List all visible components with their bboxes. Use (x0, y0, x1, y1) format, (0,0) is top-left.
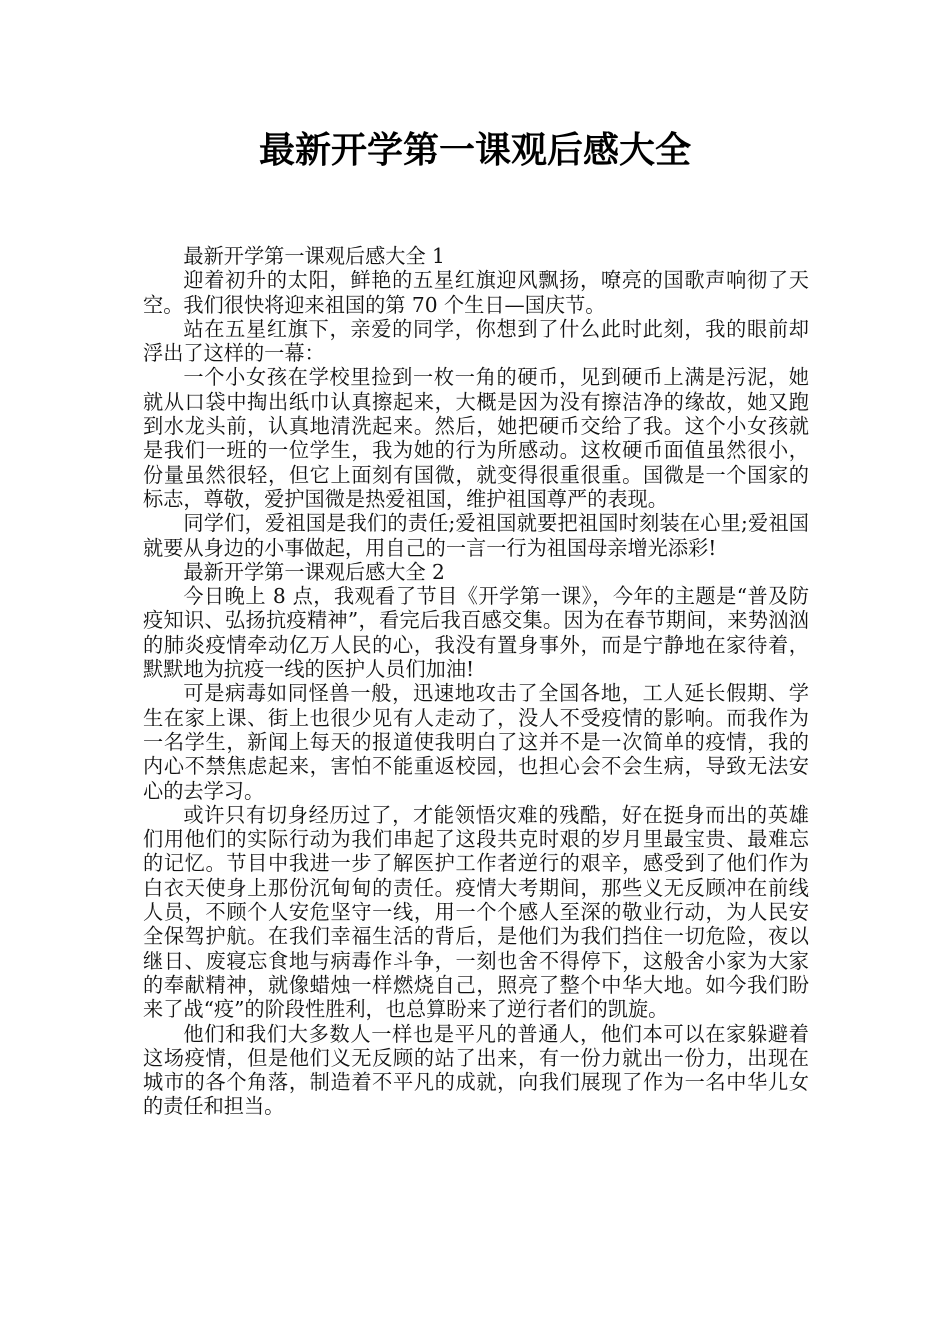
document-title: 最新开学第一课观后感大全 (258, 130, 691, 171)
paragraph: 或许只有切身经历过了，才能领悟灾难的残酷，好在挺身而出的英雄们用他们的实际行动为我们串起了这段共克时艰的岁月里最宝贵、最难忘的记忆。节目中我进一步了解医护工作者逆行的艰辛，感受到了他们作为白衣天使身上那份沉甸甸的责任。疫情大考期间，那些义无反顾冲在前线人员，不顾个人安危坚守一线，用一个个感人至深的敬业行动，为人民安全保驾护航。在我们幸福生活的背后，是他们为我们挡住一切危险，夜以继日、废寝忘食地与病毒作斗争，一刻也舍不得停下，这般舍小家为大家的奉献精神，就像蜡烛一样燃烧自己，照亮了整个中华大地。如今我们盼来了战“疫”的阶段性胜利，也总算盼来了逆行者们的凯旋。 (143, 802, 809, 1022)
paragraph: 他们和我们大多数人一样也是平凡的普通人，他们本可以在家躲避着这场疫情，但是他们义无反顾的站了出来，有一份力就出一份力，出现在城市的各个角落，制造着不平凡的成就，向我们展现了作为一名中华儿女的责任和担当。 (143, 1021, 809, 1119)
paragraph: 可是病毒如同怪兽一般，迅速地攻击了全国各地，工人延长假期、学生在家上课、街上也很少见有人走动了，没人不受疫情的影响。而我作为一名学生，新闻上每天的报道使我明白了这并不是一次简单的疫情，我的内心不禁焦虑起来，害怕不能重返校园，也担心会不会生病，导致无法安心的去学习。 (143, 681, 809, 803)
paragraph: 站在五星红旗下，亲爱的同学，你想到了什么此时此刻，我的眼前却浮出了这样的一幕： (143, 316, 809, 366)
paragraph: 迎着初升的太阳，鲜艳的五星红旗迎风飘扬，嘹亮的国歌声响彻了天空。我们很快将迎来祖国的第 70 个生日—国庆节。 (143, 268, 809, 317)
paragraph: 同学们，爱祖国是我们的责任;爱祖国就要把祖国时刻装在心里;爱祖国就要从身边的小事做起，用自己的一言一行为祖国母亲增光添彩! (143, 511, 809, 560)
paragraph: 今日晚上 8 点，我观看了节目《开学第一课》，今年的主题是“普及防疫知识、弘扬抗疫精神”，看完后我百感交集。因为在春节期间，来势汹汹的肺炎疫情牵动亿万人民的心，我没有置身事外，而是宁静地在家待着，默默地为抗疫一线的医护人员们加油! (143, 584, 809, 682)
paragraph: 一个小女孩在学校里捡到一枚一角的硬币，见到硬币上满是污泥，她就从口袋中掏出纸巾认真擦起来，大概是因为没有擦洁净的缘故，她又跑到水龙头前，认真地清洗起来。然后，她把硬币交给了我。这个小女孩就是我们一班的一位学生，我为她的行为所感动。这枚硬币面值虽然很小，份量虽然很轻，但它上面刻有国微，就变得很重很重。国微是一个国家的标志，尊敬，爱护国微是热爱祖国，维护祖国尊严的表现。 (143, 365, 809, 511)
section-heading-2: 最新开学第一课观后感大全 2 (183, 559, 445, 584)
section-heading-1: 最新开学第一课观后感大全 1 (183, 244, 445, 268)
document-body (143, 244, 809, 1119)
